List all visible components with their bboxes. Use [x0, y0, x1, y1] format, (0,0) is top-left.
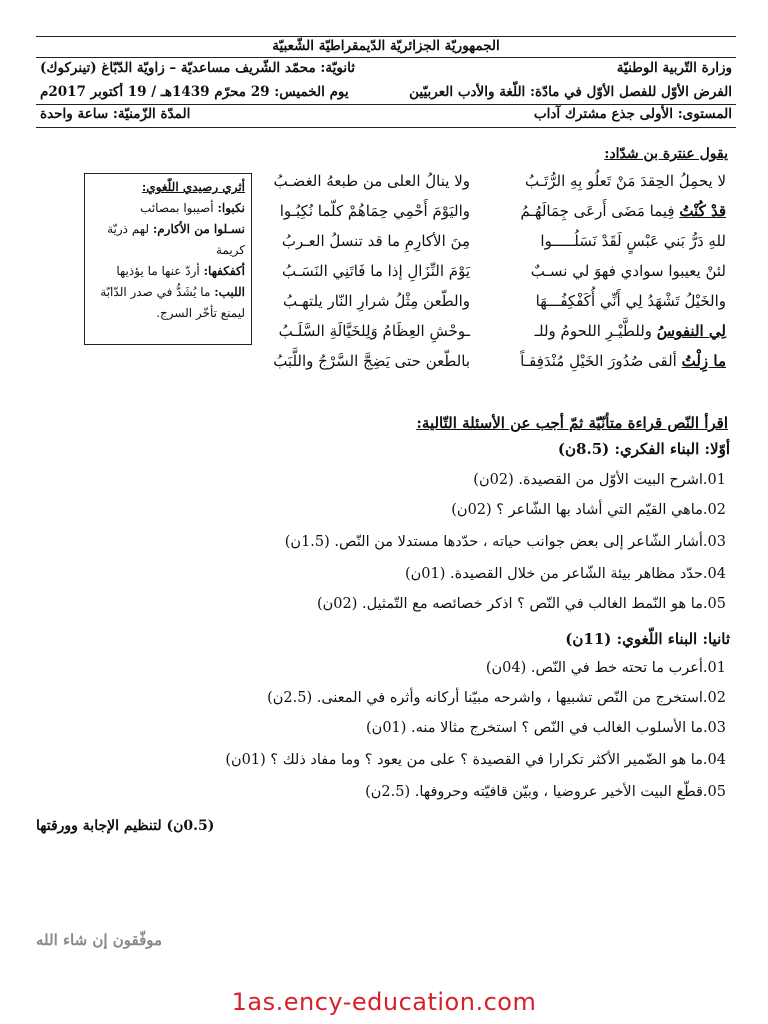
question-1-2: 02.ماهي القيّم التي أشاد بها الشّاعر ؟ (02ن)	[451, 502, 726, 518]
verse-7-first-text: ألقى صُدُورَ الخَيْلِ مُنْدَفِقـاً	[520, 352, 682, 370]
verse-5-second: والطّعن مِثْلُ شرارِ النّار يلتهـبُ	[283, 292, 470, 310]
header-rule-3	[36, 127, 736, 128]
organization-note: (0.5ن) لتنظيم الإجابة وورقتها	[36, 818, 215, 834]
instruction: اقرأ النّص قراءة متأنّيّة ثمّ أجب عن الأسئلة التّالية:	[416, 414, 728, 432]
question-2-1: 01.أعرب ما تحته خط في النّص. (04ن)	[485, 660, 726, 676]
underlined-word: ما زِلْتُ	[681, 352, 726, 370]
underlined-word: لِي النفوسُ	[656, 322, 726, 340]
verse-3-first: للهِ دَرُّ بَني عَبْسٍ لَقَدْ نَسَلُـــــوا	[540, 232, 726, 250]
vocab-definition: لهم ذريّة كريمة	[107, 222, 245, 257]
section-2-title: ثانيا: البناء اللّغوي: (11ن)	[565, 630, 730, 648]
vocab-definition: أردّ عنها ما يؤذيها	[116, 264, 204, 278]
verse-2-first	[480, 202, 726, 220]
question-2-2: 02.استخرج من النّص تشبيها ، واشرحه مبيّنا أركانه وأثره في المعنى. (2.5ن)	[267, 690, 726, 706]
question-1-4: 04.حدّد مظاهر بيئة الشّاعر من خلال القصيدة. (01ن)	[404, 566, 726, 582]
verse-1-first	[480, 172, 726, 190]
vocab-definition: ما يُشَدُّ في صدر الدّابّة ليمنع تأخّر السرج.	[100, 285, 245, 320]
vocab-term: نكبوا:	[217, 201, 245, 215]
exam-date: يوم الخميس: 29 محرّم 1439هـ / 19 أكتوبر 2017م	[40, 84, 349, 100]
question-2-4: 04.ما هو الضّمير الأكثر تكرارا في القصيدة ؟ على من يعود ؟ وما مفاد ذلك ؟ (01ن)	[225, 752, 726, 768]
verse-7-first	[480, 352, 726, 370]
verse-6-second: ـوحْشِ العِظَامُ وَلِلخَيَّالَةِ السَّلَـبُ	[278, 322, 470, 340]
verse-7-second: بالطّعن حتى يَضِجَّ السَّرْجُ واللَّبَبُ	[273, 352, 470, 370]
verse-1-second: ولا ينالُ العلى من طبعهُ الغضـبُ	[273, 172, 470, 190]
vocab-term: أكفكفها:	[203, 264, 245, 278]
verse-5-first: والخَيْلُ تَشْهَدُ لِي أَنِّي أُكَفْكِفُـــهَا	[535, 292, 726, 310]
vocab-entry	[91, 282, 245, 324]
question-2-5: 05.قطّع البيت الأخير عروضيا ، وبيّن قافيّته وحروفها. (2.5ن)	[365, 784, 726, 800]
duration: المدّة الزّمنيّة: ساعة واحدة	[40, 106, 191, 122]
verse-2-second: واليَوْمَ أَحْمِي حِمَاهُمْ كلّما نُكِبُـوا	[279, 202, 470, 220]
verse-4-first: لئنْ يعيبوا سوادي فهوَ لي نسـبٌ	[530, 262, 726, 280]
verse-2-first-text: فِيما مَضَى أَرعَى جِمَالَهُـمُ	[520, 202, 680, 220]
vocab-term: اللبب:	[214, 285, 245, 299]
section-1-title: أوّلا: البناء الفكري: (8.5ن)	[557, 440, 730, 458]
vocab-entry	[91, 219, 245, 261]
exam-title: الفرض الأوّل للفصل الأوّل في مادّة: اللّغة والأدب العربيّين	[409, 84, 732, 100]
closing-wish: موفّقون إن شاء الله	[36, 931, 163, 949]
ministry: وزارة التّربية الوطنيّة	[616, 60, 732, 76]
verse-4-second: يَوْمَ النِّزَالِ إذا ما فَاتَنِي النَسَـبُ	[282, 262, 470, 280]
vocab-entry	[91, 261, 245, 282]
vocab-term: نسـلوا من الأكارم:	[152, 222, 245, 236]
question-1-1: 01.اشرح البيت الأوّل من القصيدة. (02ن)	[473, 472, 726, 488]
vocab-entry	[91, 198, 245, 219]
verse-3-second: مِنَ الأكارِمِ ما قد تنسلُ العـربُ	[281, 232, 470, 250]
question-1-5: 05.ما هو النّمط الغالب في النّص ؟ اذكر خصائصه مع التّمثيل. (02ن)	[316, 596, 726, 612]
verse-6-first	[480, 322, 726, 340]
vocab-definition: أصيبوا بمصائب	[140, 201, 218, 215]
school-name: ثانويّة: محمّد الشّريف مساعديّة – زاويّة الدّبّاغ (تينركوك)	[40, 60, 355, 76]
verse-1-first-text: لا يحمِلُ الحِقدَ مَنْ تَعلُو بِهِ الرُّتَـبُ	[524, 172, 726, 190]
republic-title: الجمهوريّة الجزائريّة الدّيمقراطيّة الشّعبيّة	[272, 38, 500, 54]
verse-6-first-text: وللطَّيْـرِ اللحومُ وللـ	[534, 322, 657, 340]
vocabulary-box	[84, 173, 252, 345]
website-watermark: 1as.ency-education.com	[231, 988, 537, 1016]
question-2-3: 03.ما الأسلوب الغالب في النّص ؟ استخرج مثالا منه. (01ن)	[366, 720, 726, 736]
vocabulary-title: أثري رصيدي اللّغوي:	[141, 180, 245, 194]
header-rule-2	[36, 104, 736, 105]
underlined-word: قدْ كُنْتُ	[679, 202, 726, 220]
poem-intro: يقول عنترة بن شدّاد:	[604, 146, 728, 162]
level: المستوى: الأولى جذع مشترك آداب	[533, 106, 732, 122]
header-rule-1	[36, 57, 736, 58]
question-1-3: 03.أشار الشّاعر إلى بعض جوانب حياته ، حدّدها مستدلا من النّص. (1.5ن)	[284, 534, 726, 550]
top-rule	[36, 36, 736, 37]
